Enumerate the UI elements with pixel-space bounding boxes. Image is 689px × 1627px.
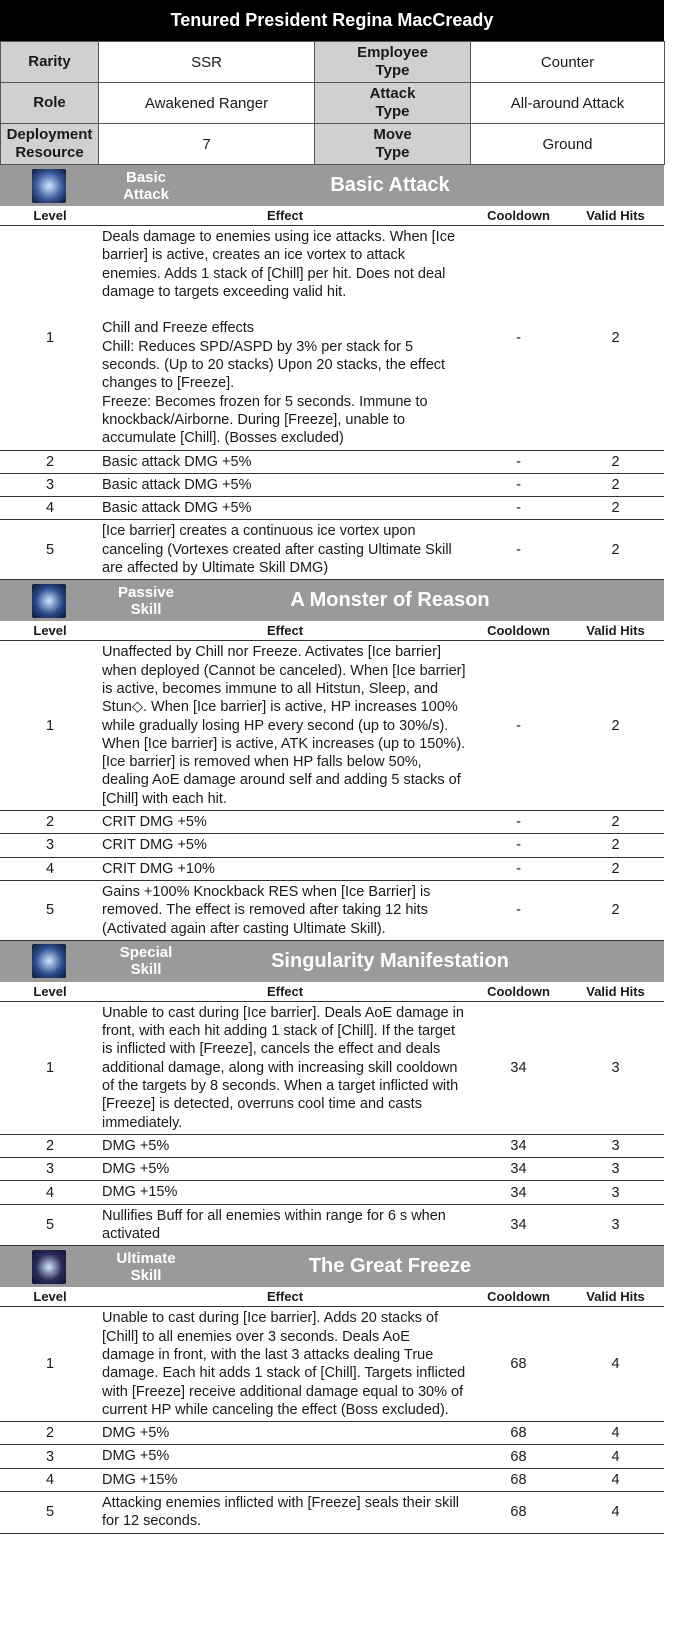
skill-level-table: [0, 206, 664, 580]
move-type-label-text: Move Type: [373, 126, 412, 161]
skills-container: [0, 165, 664, 1534]
skill-type-label: Passive Skill: [118, 583, 174, 618]
rarity-label: Rarity: [1, 42, 99, 83]
info-row: [1, 42, 665, 83]
role-label: Role: [1, 83, 99, 124]
level-cell: 2: [0, 811, 100, 834]
effect-cell: Attacking enemies inflicted with [Freeze] seals their skill for 12 seconds.: [100, 1492, 470, 1534]
skill-header: [0, 1246, 664, 1287]
level-cell: 1: [0, 226, 100, 451]
info-row: [1, 124, 665, 165]
cooldown-cell: 68: [470, 1307, 567, 1422]
column-header-row: [0, 1287, 664, 1307]
info-table: [0, 41, 665, 165]
cooldown-cell: -: [470, 497, 567, 520]
cooldown-cell: -: [470, 857, 567, 880]
level-cell: 2: [0, 1422, 100, 1445]
level-cell: 4: [0, 1468, 100, 1491]
level-cell: 4: [0, 857, 100, 880]
effect-cell: Unable to cast during [Ice barrier]. Deals AoE damage in front, with each hit adding 1 stack of [Chill]. If the target is inflicted with [Freeze], cancels the effect and deals additional damage, along with increasing skill cooldown of the targets by 8 seconds. When a target inflicted with [Freeze] is detected, overruns cool time and casts immediately.: [100, 1001, 470, 1134]
level-column-header: Level: [0, 982, 100, 1002]
effect-cell: Gains +100% Knockback RES when [Ice Barrier] is removed. The effect is removed after taking 12 hits (Activated again after casting Ultimate Skill).: [100, 880, 470, 940]
ice-burst-icon: [32, 944, 66, 978]
cooldown-cell: -: [470, 811, 567, 834]
valid-hits-cell: 2: [567, 811, 664, 834]
level-cell: 1: [0, 1001, 100, 1134]
skill-level-table: [0, 982, 664, 1247]
column-header-row: [0, 206, 664, 226]
effect-cell: Unable to cast during [Ice barrier]. Adds 20 stacks of [Chill] to all enemies over 3 seconds. Deals AoE damage in front, with the last 3 attacks dealing True damage. Each hit adds 1 stack of [Chill]. Targets inflicted with [Freeze] receive additional damage equal to 30% of current HP while canceling the effect (Boss excluded).: [100, 1307, 470, 1422]
cooldown-column-header: Cooldown: [470, 206, 567, 226]
effect-cell: DMG +15%: [100, 1468, 470, 1491]
table-row: [0, 834, 664, 857]
employee-type-value: Counter: [471, 42, 665, 83]
table-row: [0, 1422, 664, 1445]
skill-level-table: [0, 1287, 664, 1533]
valid-hits-cell: 3: [567, 1181, 664, 1204]
effect-cell: DMG +15%: [100, 1181, 470, 1204]
level-cell: 3: [0, 1445, 100, 1468]
attack-type-label: [315, 83, 471, 124]
valid-hits-cell: 2: [567, 834, 664, 857]
role-value: Awakened Ranger: [99, 83, 315, 124]
level-cell: 4: [0, 497, 100, 520]
info-row: [1, 83, 665, 124]
character-portrait-icon: [32, 1250, 66, 1284]
level-cell: 2: [0, 450, 100, 473]
table-row: [0, 1158, 664, 1181]
employee-type-label-text: Employee Type: [357, 44, 428, 79]
valid-hits-column-header: Valid Hits: [567, 1287, 664, 1307]
skill-header: [0, 165, 664, 206]
attack-type-value: All-around Attack: [471, 83, 665, 124]
valid-hits-cell: 4: [567, 1307, 664, 1422]
effect-column-header: Effect: [100, 206, 470, 226]
cooldown-cell: 68: [470, 1422, 567, 1445]
effect-cell: Nullifies Buff for all enemies within range for 6 s when activated: [100, 1204, 470, 1246]
table-row: [0, 520, 664, 580]
level-cell: 5: [0, 1492, 100, 1534]
column-header-row: [0, 621, 664, 641]
table-row: [0, 1134, 664, 1157]
skill-name: A Monster of Reason: [290, 589, 490, 612]
table-row: [0, 1468, 664, 1491]
deployment-label-text: Deployment Resource: [6, 126, 93, 161]
level-column-header: Level: [0, 1287, 100, 1307]
ice-slash-icon: [32, 169, 66, 203]
valid-hits-cell: 3: [567, 1158, 664, 1181]
effect-cell: [Ice barrier] creates a continuous ice vortex upon canceling (Vortexes created after casting Ultimate Skill are affected by Ultimate Skill DMG): [100, 520, 470, 580]
cooldown-cell: 34: [470, 1001, 567, 1134]
table-row: [0, 1445, 664, 1468]
employee-type-label: [315, 42, 471, 83]
level-cell: 3: [0, 834, 100, 857]
table-row: [0, 473, 664, 496]
effect-cell: DMG +5%: [100, 1158, 470, 1181]
table-row: [0, 226, 664, 451]
valid-hits-cell: 3: [567, 1134, 664, 1157]
level-cell: 1: [0, 641, 100, 811]
effect-column-header: Effect: [100, 982, 470, 1002]
cooldown-cell: 68: [470, 1445, 567, 1468]
skill-type-label: Ultimate Skill: [116, 1249, 176, 1284]
cooldown-cell: -: [470, 641, 567, 811]
table-row: [0, 1204, 664, 1246]
effect-cell: DMG +5%: [100, 1445, 470, 1468]
level-cell: 5: [0, 1204, 100, 1246]
skill-type-label: Basic Attack: [123, 168, 169, 203]
column-header-row: [0, 982, 664, 1002]
cooldown-column-header: Cooldown: [470, 1287, 567, 1307]
effect-cell: Unaffected by Chill nor Freeze. Activates [Ice barrier] when deployed (Cannot be canceled). When [Ice barrier] is active, becomes immune to all Hitstun, Sleep, and Stun◇. When [Ice barrier] is active, HP increases 100% while gradually losing HP every second (up to 30%/s). When [Ice barrier] is active, ATK increases (up to 150%). [Ice barrier] is removed when HP falls below 50%, dealing AoE damage around self and adding 5 stacks of [Chill] with each hit.: [100, 641, 470, 811]
table-row: [0, 497, 664, 520]
effect-cell: Basic attack DMG +5%: [100, 497, 470, 520]
skill-header: [0, 580, 664, 621]
deployment-label: [1, 124, 99, 165]
table-row: [0, 1307, 664, 1422]
cooldown-cell: -: [470, 473, 567, 496]
valid-hits-cell: 4: [567, 1445, 664, 1468]
effect-cell: CRIT DMG +5%: [100, 834, 470, 857]
cooldown-cell: -: [470, 520, 567, 580]
table-row: [0, 450, 664, 473]
table-row: [0, 1492, 664, 1534]
skill-name: The Great Freeze: [308, 1255, 472, 1278]
skill-header: [0, 941, 664, 982]
valid-hits-cell: 2: [567, 880, 664, 940]
table-row: [0, 641, 664, 811]
level-cell: 3: [0, 1158, 100, 1181]
table-row: [0, 1001, 664, 1134]
cooldown-cell: 68: [470, 1468, 567, 1491]
page-title: Tenured President Regina MacCready: [0, 0, 664, 41]
valid-hits-cell: 2: [567, 520, 664, 580]
valid-hits-cell: 4: [567, 1468, 664, 1491]
level-cell: 3: [0, 473, 100, 496]
effect-column-header: Effect: [100, 1287, 470, 1307]
move-type-label: [315, 124, 471, 165]
effect-cell: Basic attack DMG +5%: [100, 450, 470, 473]
skill-name: Singularity Manifestation: [271, 949, 509, 972]
effect-cell: CRIT DMG +5%: [100, 811, 470, 834]
skill-name: Basic Attack: [330, 174, 450, 196]
table-row: [0, 1181, 664, 1204]
cooldown-cell: -: [470, 880, 567, 940]
cooldown-cell: -: [470, 450, 567, 473]
cooldown-column-header: Cooldown: [470, 621, 567, 641]
effect-cell: Deals damage to enemies using ice attacks. When [Ice barrier] is active, creates an ice vortex to attack enemies. Adds 1 stack of [Chill] per hit. Does not deal damage to targets exceeding valid hit. Chill and Freeze effects Chill: Reduces SPD/ASPD by 3% per stack for 5 seconds. (Up to 20 stacks) Upon 20 stacks, the effect changes to [Freeze]. Freeze: Becomes frozen for 5 seconds. Immune to knockback/Airborne. During [Freeze], unable to accumulate [Chill]. (Bosses excluded): [100, 226, 470, 451]
effect-cell: CRIT DMG +10%: [100, 857, 470, 880]
valid-hits-cell: 2: [567, 497, 664, 520]
attack-type-label-text: Attack Type: [369, 85, 416, 120]
valid-hits-column-header: Valid Hits: [567, 621, 664, 641]
effect-cell: Basic attack DMG +5%: [100, 473, 470, 496]
valid-hits-cell: 2: [567, 857, 664, 880]
valid-hits-cell: 4: [567, 1492, 664, 1534]
valid-hits-column-header: Valid Hits: [567, 206, 664, 226]
valid-hits-cell: 2: [567, 641, 664, 811]
level-cell: 1: [0, 1307, 100, 1422]
table-row: [0, 811, 664, 834]
cooldown-cell: 34: [470, 1134, 567, 1157]
effect-cell: DMG +5%: [100, 1422, 470, 1445]
level-column-header: Level: [0, 621, 100, 641]
table-row: [0, 857, 664, 880]
level-cell: 2: [0, 1134, 100, 1157]
cooldown-cell: -: [470, 834, 567, 857]
valid-hits-cell: 2: [567, 226, 664, 451]
cooldown-cell: 34: [470, 1204, 567, 1246]
valid-hits-column-header: Valid Hits: [567, 982, 664, 1002]
rarity-value: SSR: [99, 42, 315, 83]
skill-level-table: [0, 621, 664, 940]
valid-hits-cell: 4: [567, 1422, 664, 1445]
effect-column-header: Effect: [100, 621, 470, 641]
valid-hits-cell: 2: [567, 473, 664, 496]
effect-cell: DMG +5%: [100, 1134, 470, 1157]
cooldown-cell: 68: [470, 1492, 567, 1534]
cooldown-cell: -: [470, 226, 567, 451]
skill-type-label: Special Skill: [119, 944, 173, 979]
valid-hits-cell: 3: [567, 1001, 664, 1134]
table-row: [0, 880, 664, 940]
cooldown-cell: 34: [470, 1158, 567, 1181]
cooldown-cell: 34: [470, 1181, 567, 1204]
level-column-header: Level: [0, 206, 100, 226]
ice-orb-icon: [32, 584, 66, 618]
valid-hits-cell: 2: [567, 450, 664, 473]
level-cell: 5: [0, 520, 100, 580]
level-cell: 5: [0, 880, 100, 940]
cooldown-column-header: Cooldown: [470, 982, 567, 1002]
deployment-value: 7: [99, 124, 315, 165]
level-cell: 4: [0, 1181, 100, 1204]
move-type-value: Ground: [471, 124, 665, 165]
valid-hits-cell: 3: [567, 1204, 664, 1246]
